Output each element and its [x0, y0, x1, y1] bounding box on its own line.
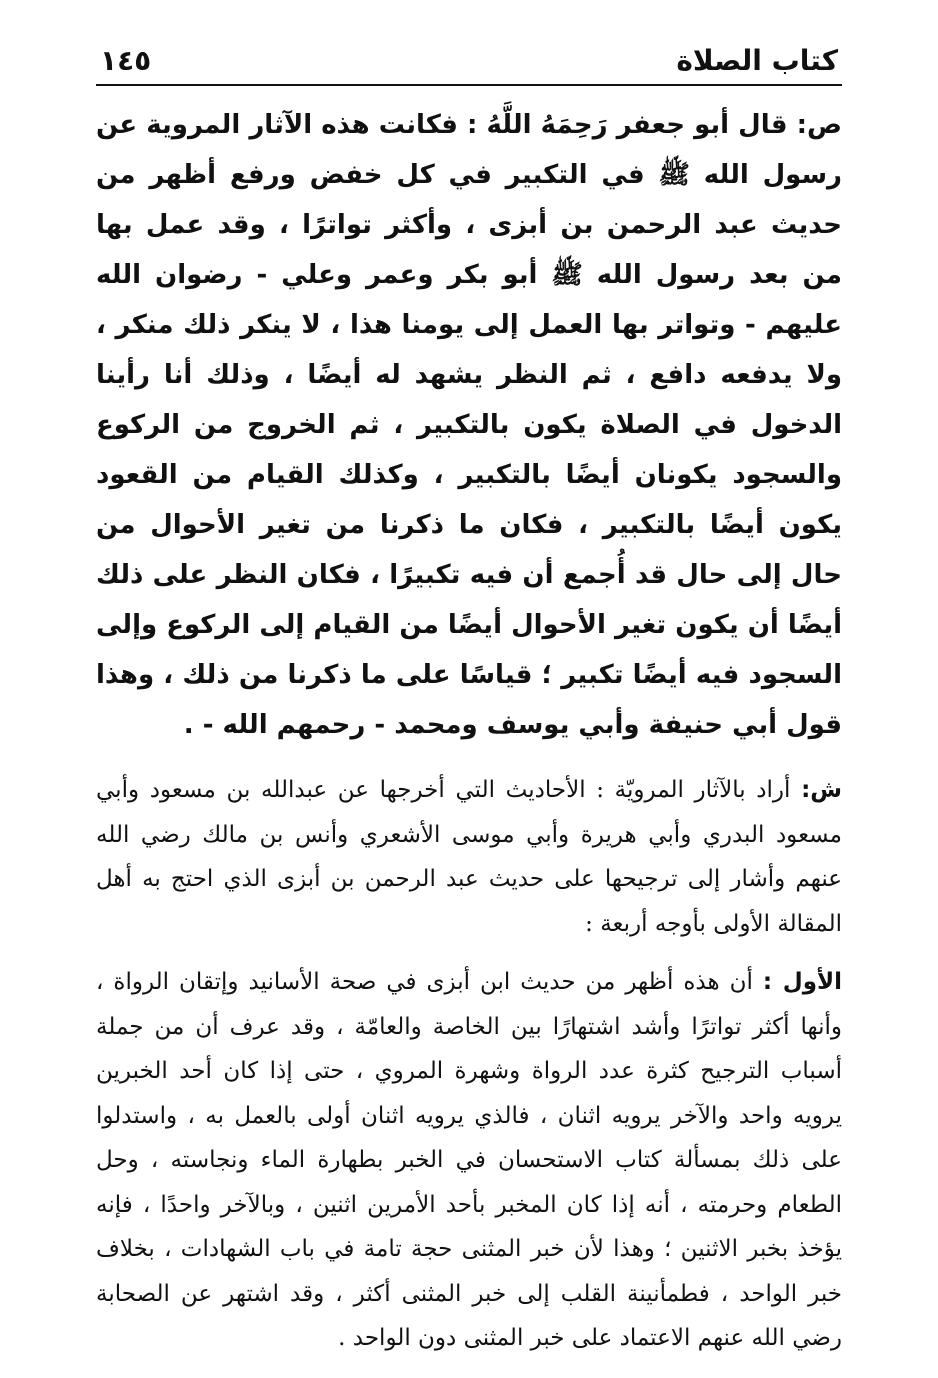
matn-text: قال أبو جعفر رَحِمَهُ اللَّهُ : فكانت هذه الآثار المروية عن رسول الله ﷺ في التكبير في كل خفض ورفع أظهر من حديث عبد الرحمن بن أبزى ، وأكثر تواترًا ، وقد عمل بها من بعد رسول الله ﷺ أبو بكر وعمر وعلي - رضوان الله عليهم - وتواتر بها العمل إلى يومنا هذا ، لا ينكر ذلك منكر ، ولا يدفعه دافع ، ثم النظر يشهد له أيضًا ، وذلك أنا رأينا الدخول في الصلاة يكون بالتكبير ، ثم الخروج من الركوع والسجود يكونان أيضًا بالتكبير ، وكذلك القيام من القعود يكون أيضًا بالتكبير ، فكان ما ذكرنا من تغير الأحوال من حال إلى حال قد أُجمع أن فيه تكبيرًا ، فكان النظر على ذلك أيضًا أن يكون تغير الأحوال أيضًا من القيام إلى الركوع وإلى السجود فيه أيضًا تكبير ؛ قياسًا على ما ذكرنا من ذلك ، وهذا قول أبي حنيفة وأبي يوسف ومحمد - رحمهم الله - . — [96, 110, 842, 740]
matn-lead: ص: — [796, 110, 842, 140]
sharh-lead: ش: — [801, 777, 843, 803]
page-body — [96, 100, 842, 1375]
sharh-text-2: أن هذه أظهر من حديث ابن أبزى في صحة الأسانيد وإتقان الرواة ، وأنها أكثر تواترًا وأشد اشتهارًا بين الخاصة والعامّة ، وقد عرف أن من جملة أسباب الترجيح كثرة عدد الرواة وشهرة المروي ، حتى إذا كان أحد الخبرين يرويه واحد والآخر يرويه اثنان ، فالذي يرويه اثنان أولى بالعمل به ، واستدلوا على ذلك بمسألة كتاب الاستحسان في الخبر بطهارة الماء ونجاسته ، وحل الطعام وحرمته ، أنه إذا كان المخبر بأحد الأمرين اثنين ، وبالآخر واحدًا ، فإنه يؤخذ بخبر الاثنين ؛ وهذا لأن خبر المثنى حجة تامة في باب الشهادات ، بخلاف خبر الواحد ، فطمأنينة القلب إلى خبر المثنى أكثر ، وقد اشتهر عن الصحابة رضي الله عنهم الاعتماد على خبر المثنى دون الواحد . — [96, 969, 842, 1351]
book-title: كتاب الصلاة — [676, 44, 838, 77]
sharh-paragraph-2 — [96, 960, 842, 1361]
sharh-text-1: أراد بالآثار المرويّة : الأحاديث التي أخرجها عن عبدالله بن مسعود وأبي مسعود البدري وأبي هريرة وأبي موسى الأشعري وأنس بن مالك رضي الله عنهم وأشار إلى ترجيحها على حديث عبد الرحمن بن أبزى الذي احتج به أهل المقالة الأولى بأوجه أربعة : — [96, 777, 842, 937]
page-header — [96, 38, 842, 86]
sharh-paragraph-1 — [96, 768, 842, 946]
first-reason-lead: الأول : — [762, 969, 843, 995]
matn-paragraph — [96, 100, 842, 750]
page-number: ١٤٥ — [100, 44, 152, 77]
